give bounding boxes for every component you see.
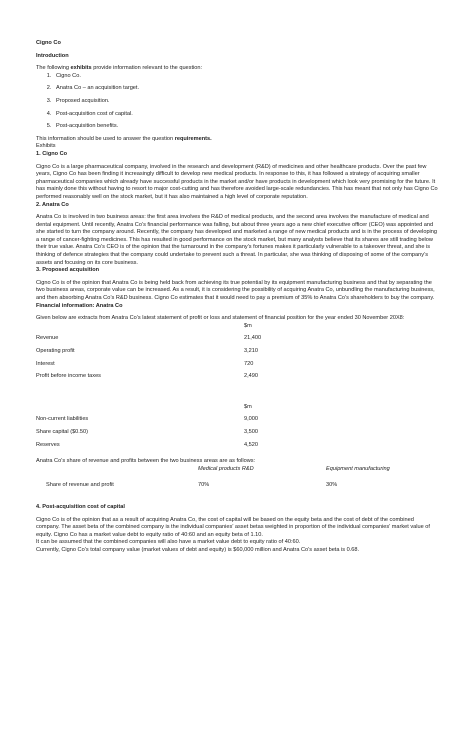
table-row [36,482,438,499]
exhibit-list-item: 4. Post-acquisition cost of capital. [53,111,438,119]
financial-info-intro: Given below are extracts from Anatra Co’s latest statement of profit or loss and statement of financial position for the year ended 30 November 20X8: [36,315,405,322]
row-label: Operating profit [36,348,75,354]
table-row [36,442,438,455]
row-value: 70% [198,482,210,489]
intro-text-bold: exhibits [70,65,92,72]
section-3-heading: 3. Proposed acquisition [36,267,100,274]
table-row [36,429,438,442]
row-value: 2,490 [244,373,258,380]
section-2-heading: 2. Anatra Co [36,201,69,208]
column-header: Medical products R&D [198,465,254,472]
intro-paragraph [36,65,438,73]
row-value: 21,400 [244,335,262,342]
row-value: 3,500 [244,428,258,435]
section-4-paragraph: Cigno Co is of the opinion that as a result of acquiring Anatra Co, the cost of capital will be based on the equity beta and the cost of debt of the combined company. The asset beta of the combined company is the individual companies’ asset betas weighted in proportion of the individual companies’ market value of equity. Cigno Co has a market value debt to equity ratio of 40:60 and an equity beta of 1.10. [36,516,430,538]
table-row [36,348,438,361]
exhibit-list-item: 5. Post-acquisition benefits. [53,123,438,131]
exhibit-list [36,73,438,131]
section-1-heading: 1. Cigno Co [36,150,68,157]
unit-header: $m [244,403,252,410]
table-row [36,323,438,336]
exhibit-list-item: 1. Cigno Co. [53,73,438,81]
section-4-paragraph: Currently, Cigno Co’s total company value (market values of debt and equity) is $60,000 million and Anatra Co’s asset beta is 0.68. [36,546,360,553]
row-value: 30% [326,482,338,489]
row-label: Revenue [36,335,59,342]
unit-header: $m [244,322,252,329]
share-intro: Anatra Co’s share of revenue and profits between the two business areas are as follows: [36,458,256,465]
requirements-text-pre: This information should be used to answer the question [36,135,175,142]
row-value: 4,520 [244,441,258,448]
table-row [36,416,438,429]
section-4-heading: 4. Post-acquisition cost of capital [36,503,125,510]
row-label: Share of revenue and profit [46,482,114,489]
document-title: Cigno Co [36,40,61,46]
exhibit-list-item: 3. Proposed acquisition. [53,98,438,106]
exhibits-label: Exhibits [36,143,56,150]
section-3-text: Cigno Co is of the opinion that Anatra Co is being held back from achieving its true potential by its equipment manufacturing business and that by separating the two business areas, corporate value can be increased. As a result, it is considering the possibility of acquiring Anatra Co, unbundling the manufacturing business, and then absorbing Anatra Co’s R&D business. Cigno Co estimates that it would need to pay a premium of 35% to Anatra Co’s shareholders to buy the company. [36,279,435,302]
financial-info-heading: Financial information: Anatra Co [36,302,123,309]
financial-position-table [36,404,438,454]
row-value: 3,210 [244,348,258,354]
section-1-text: Cigno Co is a large pharmaceutical company, involved in the research and development (R&D) of medicines and other healthcare products. Over the past few years, Cigno Co has been finding it increasingly difficult to develop new medical products. In response to this, it has followed a strategy of acquiring smaller pharmaceutical companies which already have successful products in the market and/or have products in development which look very promising for the future. It has mainly done this without having to resort to major cost-cutting and has therefore avoided large-scale redundancies. This has meant that not only has Cigno Co performed reasonably well on the stock market, but it has also maintained a high level of corporate reputation. [36,163,438,200]
intro-text-pre: The following [36,65,71,72]
profit-loss-table [36,323,438,386]
row-label: Reserves [36,441,60,448]
section-4-paragraph: It can be assumed that the combined companies will also have a market value debt to equity ratio of 40:60. [36,539,301,546]
row-value: 720 [244,360,254,367]
table-row [36,335,438,348]
row-value: 9,000 [244,416,258,423]
table-row [36,361,438,374]
requirements-line [36,136,438,144]
table-row [36,466,438,483]
row-label: Interest [36,360,55,367]
spacer [36,390,438,404]
section-2-text: Anatra Co is involved in two business areas: the first area involves the R&D of medical products, and the second area involves the manufacture of medical and dental equipment. Until recently, Anatra Co’s financial performance was falling, but about three years ago a new chief executive officer (CEO) was appointed and she started to turn the company around. Recently, the company has developed and marketed a range of new medical products and is in the process of developing a range of cancer-fighting medicines. This has resulted in good performance on the stock market, but many analysts believe that its shares are still trading below their true value. Anatra Co’s CEO is of the opinion that the turnaround in the company’s fortunes makes it particularly vulnerable to a takeover threat, and she is thinking of defence strategies that the company could undertake to prevent such a threat. In particular, she was thinking of disposing of some of the company’s assets and focusing on its core business. [36,214,438,266]
table-row [36,373,438,386]
requirements-text-bold: requirements. [174,135,212,142]
row-label: Share capital ($0.50) [36,428,88,435]
business-share-table [36,466,438,499]
table-row [36,404,438,417]
exhibit-list-item: 2. Anatra Co – an acquisition target. [53,85,438,93]
column-header: Equipment manufacturing [326,465,390,472]
row-label: Non-current liabilities [36,416,89,423]
introduction-heading: Introduction [36,52,69,59]
intro-text-post: provide information relevant to the question: [91,65,203,72]
row-label: Profit before income taxes [36,373,101,380]
